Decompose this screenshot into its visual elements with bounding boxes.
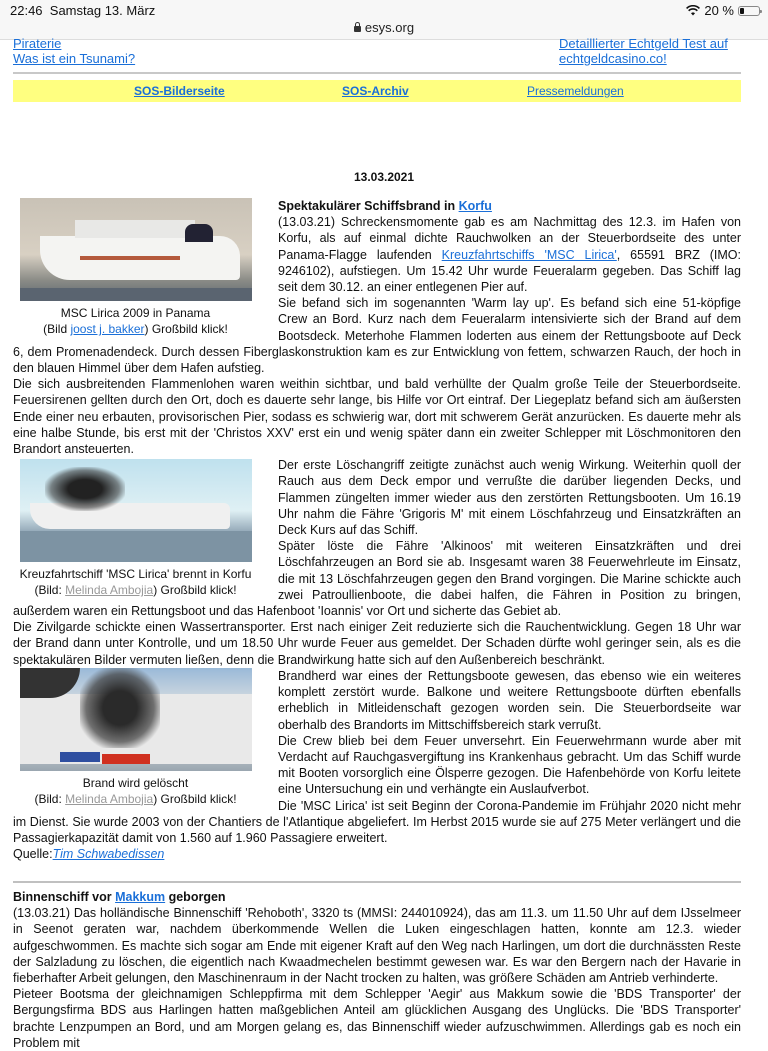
article-binnenschiff (13, 889, 741, 1051)
nav-pressemeldungen[interactable]: Pressemeldungen (527, 84, 624, 98)
credit-prefix: (Bild: (34, 791, 66, 806)
paragraph: Pieteer Bootsma der gleichnamigen Schleppfirma mit dem Schlepper 'Aegir' aus Makkum sowie die 'BDS Transporter' der Bergungsfirma BDS aus Harlingen hatten maßgeblichen Anteil am glücklichen Ausgang des Unglücks. Die 'BDS Transporter' brachte Lenzpumpen an Bord, und am Morgen gelang es, das Binnenschiff wieder aufzuschwimmen. Allerdings gab es noch ein Problem mit (13, 987, 741, 1050)
credit-prefix: (Bild: (34, 583, 66, 598)
figure-caption: MSC Lirica 2009 in Panama (60, 306, 211, 320)
date-heading: 13.03.2021 (353, 170, 415, 184)
enlarge-hint: ) Großbild klick! (144, 322, 228, 336)
battery-fill (740, 8, 744, 14)
divider (13, 881, 741, 883)
credit-link-melinda-ambojia[interactable]: Melinda Ambojia (65, 791, 154, 806)
title-text: Binnenschiff vor (13, 890, 116, 904)
figure-credit (13, 582, 258, 598)
photo-fire-extinguished[interactable] (20, 668, 252, 771)
photo-msc-lirica-panama[interactable] (20, 198, 252, 301)
link-msc-lirica[interactable]: Kreuzfahrtschiffs 'MSC Lirica' (441, 247, 617, 262)
link-echtgeld-test[interactable]: Detaillierter Echtgeld Test auf (559, 36, 728, 51)
article-title (13, 889, 741, 905)
status-time (10, 3, 155, 18)
figure-caption: Brand wird gelöscht (82, 775, 189, 790)
paragraph: Sie befand sich im sogenannten 'Warm lay up'. Es befand sich eine 51-köpfige Crew an Bord. Kurz nach dem Feueralarm intensivierte sich der Brand auf dem Bootsdeck. Meterhohe Flammen loderten aus einem der Rettungsboote auf Deck 6, dem Promenadendeck. Durch dessen Fiberglaskonstruktion kam es zur Entwicklung von fettem, schwarzen Rauch, der hoch in den blauen Himmel über dem Hafen aufstieg. (13, 296, 741, 376)
paragraph: (13.03.21) Das holländische Binnenschiff 'Rehoboth', 3320 ts (MMSI: 244010924), das am 11.3. um 11.50 Uhr auf dem IJsselmeer in Seenot geraten war, nachdem überkommende Wellen die Luken eingeschlagen hatten, konnte am 12.3. wieder aufgeschwommen. Es machte sich sogar am Ende mit eigener Kraft auf den Weg nach Harlingen, um dort die durchnässten Reste der Salzladung zu löschen, die eigentlich nach Kwaadmechelen bestimmt gewesen war. Es war den Bergern nach der Havarie in fieberhafter Arbeit gelungen, den Maschinenraum in der Nacht trocken zu halten, was größere Schäden am Antrieb verhinderte. (13, 906, 741, 986)
figure-caption: Kreuzfahrtschiff 'MSC Lirica' brennt in Korfu (19, 567, 252, 582)
paragraph: Der erste Löschangriff zeitigte zunächst auch wenig Wirkung. Weiterhin quoll der Rauch aus dem Deck empor und verrußte die darüber liegenden Decks, und Flammen züngelten immer wieder aus den zerstörten Rettungsbooten. Um 16.19 Uhr nahm die Fähre 'Grigoris M' mit einem Löschfahrzeug und Einsatzkräften an Deck Kurs auf das Schiff. (278, 458, 741, 538)
figure (13, 198, 258, 337)
source-line (13, 846, 741, 862)
paragraph: Die 'MSC Lirica' ist seit Beginn der Corona-Pandemie im Frühjahr 2020 nicht mehr im Dienst. Sie wurde 2003 von der Chantiers de l'Atlantique abgeliefert. Im Herbst 2015 wurde sie auf 275 Meter verlängert und die Passagierkapazität damit von 1.560 auf 1.960 Passagiere erweitert. (13, 798, 741, 845)
text: (13.03.21) Schreckensmomente gab es am Nachmittag des 12.3. im Hafen von Korfu, als auf einmal dichte Rauchwolken an der Steuerbordseite des unter Panama-Flagge laufenden (278, 215, 741, 262)
paragraph: Die Crew blieb bei dem Feuer unversehrt. Ein Feuerwehrmann wurde aber mit Verdacht auf Rauchgasvergiftung ins Krankenhaus gebracht. Um das Schiff wurde mit Booten vorsorglich eine Ölsperre gezogen. Die Hafenbehörde von Korfu leitete eine Untersuchung ein und verhängte ein Auslaufverbot. (278, 733, 741, 797)
figure-credit (13, 791, 258, 807)
title-text: geborgen (165, 890, 226, 904)
battery-percent: 20 % (704, 3, 734, 18)
lock-icon (354, 26, 361, 32)
paragraph: Die sich ausbreitenden Flammenlohen waren weithin sichtbar, und bald verhüllte der Qualm große Teile der Steuerbordseite. Feuersirenen gellten durch den Ort, doch es dauerte sehr lange, bis Hilfe vor Ort eintraf. Der Liegeplatz befand sich am äußersten Ende einer neu erbauten, provisorischen Pier, sodass es schwierig war, dort mit schwerem Gerät anzurücken. Es dauerte mehr als eine halbe Stunde, bis erst mit der 'Christos XXV' erst ein und wenig später dann ein zweiter Schlepper mit Löschmonitoren den Brandort ansteuerten. (13, 377, 741, 457)
enlarge-hint: ) Großbild klick! (153, 791, 237, 806)
figure-credit (13, 321, 258, 337)
source-label: Quelle: (13, 847, 53, 862)
nav-bar (13, 80, 741, 102)
link-piraterie[interactable]: Piraterie (13, 36, 62, 51)
nav-sos-archiv[interactable]: SOS-Archiv (342, 84, 409, 98)
figure (13, 668, 258, 807)
wifi-icon (686, 5, 700, 16)
clock: 22:46 (10, 3, 43, 18)
text: , 65591 BRZ (IMO: 9246102), aufstiegen. Um 15.42 Uhr wurde Feueralarm gegeben. Das Schiff lag seit dem 30.12. an einer entlegenen Pier auf. (278, 247, 741, 295)
link-makkum[interactable]: Makkum (115, 890, 166, 904)
credit-link-joost-bakker[interactable]: joost j. bakker (70, 322, 145, 336)
divider (13, 72, 741, 74)
figure (13, 459, 258, 598)
status-bar (0, 0, 768, 20)
status-date: Samstag 13. März (49, 3, 156, 18)
source-link[interactable]: Tim Schwabedissen (52, 847, 165, 862)
title-text: Spektakulärer Schiffsbrand in (278, 199, 459, 213)
photo-msc-lirica-burning[interactable] (20, 459, 252, 562)
credit-link-melinda-ambojia[interactable]: Melinda Ambojia (65, 583, 154, 598)
article-schiffsbrand (13, 198, 741, 862)
link-korfu[interactable]: Korfu (458, 199, 492, 213)
nav-sos-bilderseite[interactable]: SOS-Bilderseite (134, 84, 225, 98)
link-echtgeldcasino[interactable]: echtgeldcasino.co! (559, 51, 667, 66)
credit-prefix: (Bild (43, 322, 71, 336)
paragraph: Später löste die Fähre 'Alkinoos' mit weiteren Einsatzkräften und drei Löschfahrzeugen an Bord sie ab. Insgesamt waren 38 Feuerwehrleute im Einsatz, die mit 13 Löschfahrzeugen gegen den Brand vorgingen. Die Marine schickte auch zwei Patroullienboote, die dabei halfen, die Fähren in Position zu bringen, außerdem waren ein Rettungsboot und das Hafenboot 'Ioannis' vor Ort und sicherte das Gebiet ab. (13, 539, 741, 619)
battery-icon (738, 6, 760, 16)
enlarge-hint: ) Großbild klick! (153, 583, 237, 598)
paragraph: Die Zivilgarde schickte einen Wassertransporter. Erst nach einiger Zeit reduzierte sich die Rauchentwicklung. Gegen 18 Uhr war der Brand dann unter Kontrolle, und um 18.50 Uhr wurde Feuer aus gemeldet. Der Schaden dürfte wohl geringer sein, als es die spektakulären Bilder vermuten ließen, denn die Brandwirkung hatte sich auf den Außenbereich beschränkt. (13, 620, 741, 667)
url-text: esys.org (364, 20, 415, 35)
paragraph: Brandherd war eines der Rettungsboote gewesen, das ebenso wie ein weiteres komplett zerstört wurde. Balkone und weitere Rettungsboote dürften ebenfalls erheblich in Mitleidenschaft gezogen worden sein. Die Steuerbordseite war oberhalb des Brandorts im Mittschiffsbereich stark verrußt. (278, 668, 741, 732)
link-tsunami[interactable]: Was ist ein Tsunami? (13, 51, 136, 66)
